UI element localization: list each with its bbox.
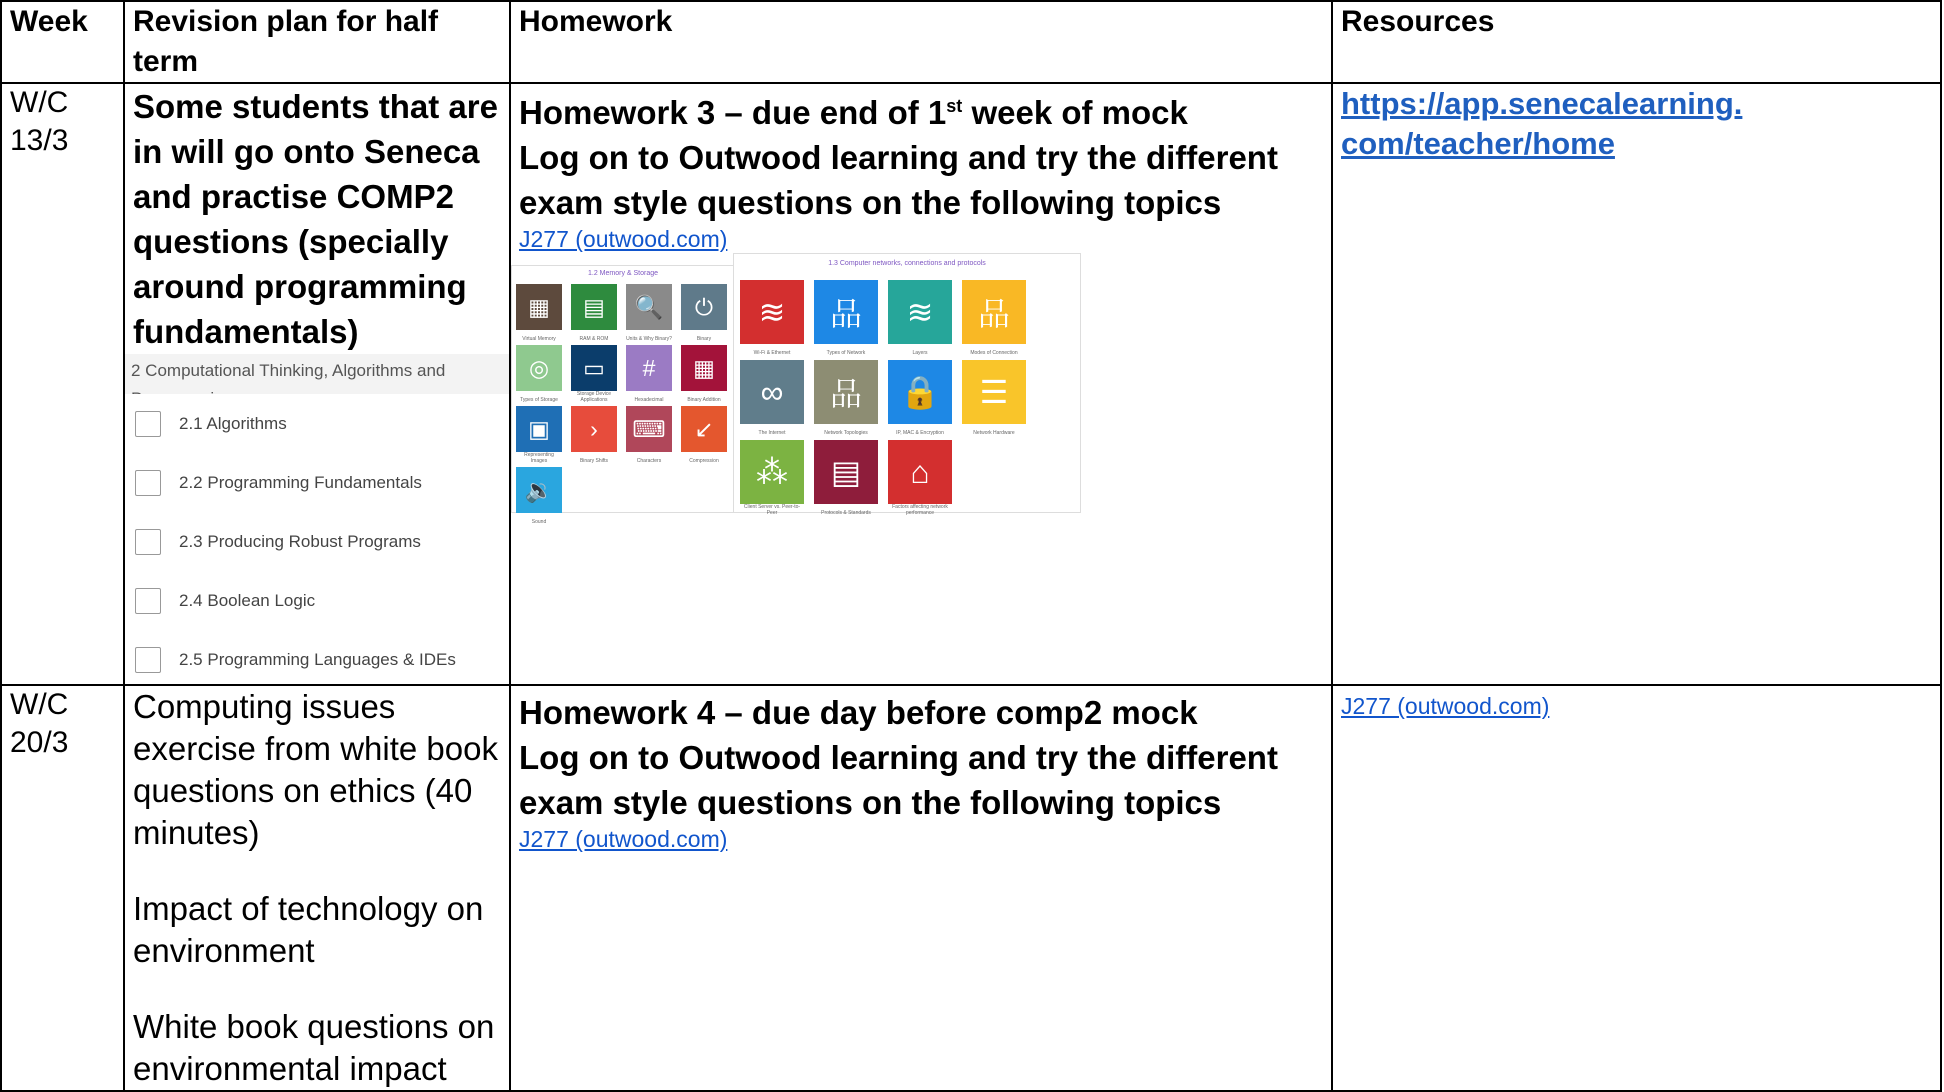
document-search-icon: 🔍 Units & Why Binary? [626, 284, 672, 330]
seneca-link[interactable] [1341, 84, 1932, 164]
checklist-item[interactable] [125, 571, 509, 630]
tile-caption: Binary [696, 336, 712, 342]
checklist-item-label: 2.2 Programming Fundamentals [179, 472, 422, 492]
networks-panel [733, 253, 1081, 516]
tile-caption: Types of Network [826, 350, 866, 356]
wifi-icon: ≋ Wi-Fi & Ethernet [740, 280, 804, 344]
tile-caption: Binary Addition [687, 397, 721, 403]
homework-title-text: Homework 3 – due end of 1 [519, 94, 947, 131]
tile-caption: Types of Storage [520, 397, 558, 403]
seneca-link-line: com/teacher/home [1341, 126, 1615, 161]
header-revision-plan: Revision plan for half term [124, 1, 510, 83]
nodes-icon: ⁂ Client Server vs. Peer-to-Peer [740, 440, 804, 504]
seneca-checklist [125, 354, 509, 684]
checklist-item-label: 2.3 Producing Robust Programs [179, 531, 421, 551]
week-cell [1, 685, 124, 1091]
tile-caption: Sound [531, 519, 547, 525]
checklist-item-label: 2.5 Programming Languages & IDEs [179, 649, 456, 669]
tile-caption: Characters [636, 458, 662, 464]
memory-storage-panel [511, 265, 735, 525]
checklist-item[interactable] [125, 394, 509, 453]
tile-caption: Compression [689, 458, 719, 464]
week-label: W/C [10, 688, 69, 721]
tile-caption: Network Topologies [824, 430, 868, 436]
table-row [1, 83, 1941, 685]
sound-icon: 🔉 Sound [516, 467, 562, 513]
revision-plan-cell [124, 83, 510, 685]
homework-title-end: week of mock [962, 94, 1188, 131]
revision-plan-text: Impact of technology on environment [133, 890, 484, 969]
header-row [1, 1, 1941, 83]
homework-link[interactable]: J277 (outwood.com) [519, 226, 728, 252]
checklist-items [125, 394, 509, 684]
homework-link[interactable]: J277 (outwood.com) [519, 826, 728, 852]
power-icon: ⏻ Binary [681, 284, 727, 330]
checkbox[interactable] [135, 529, 161, 555]
tile-caption: Virtual Memory [522, 336, 556, 342]
tile-caption: Hexadecimal [634, 397, 664, 403]
tile-caption: Storage Device Applications [576, 391, 612, 403]
topology-icon: 品 Network Topologies [814, 360, 878, 424]
week-cell [1, 83, 124, 685]
homework-title [519, 84, 1323, 135]
checklist-item[interactable] [125, 512, 509, 571]
homework-cell [510, 83, 1332, 685]
panel-title: 1.3 Computer networks, connections and protocols [828, 260, 986, 267]
tile-caption: Modes of Connection [970, 350, 1018, 356]
week-label: W/C [10, 86, 69, 119]
checklist-item[interactable] [125, 453, 509, 512]
tile-caption: Protocols & Standards [821, 510, 871, 516]
tile-caption: Wi-Fi & Ethernet [753, 350, 791, 356]
resources-cell [1332, 83, 1941, 685]
tile-caption: Representing Images [524, 452, 554, 464]
ram-icon: ▤ RAM & ROM [571, 284, 617, 330]
checklist-item[interactable] [125, 630, 509, 689]
tile-caption: Binary Shifts [579, 458, 609, 464]
revision-plan-text: Computing issues exercise from white book questions on ethics (40 minutes) [133, 688, 498, 851]
layers-icon: ≋ Layers [888, 280, 952, 344]
calculator-icon: ▦ Binary Addition [681, 345, 727, 391]
tile-caption: Client Server vs. Peer-to-Peer [743, 504, 801, 516]
memory-icon: ▦ Virtual Memory [516, 284, 562, 330]
revision-plan-text: Some students that are in will go onto Seneca and practise COMP2 questions (specially around programming fundamentals) [133, 88, 498, 350]
checkbox[interactable] [135, 411, 161, 437]
network-icon: 品 Modes of Connection [962, 280, 1026, 344]
checkbox[interactable] [135, 588, 161, 614]
checklist-title: 2 Computational Thinking, Algorithms and [125, 354, 509, 394]
resource-link[interactable]: J277 (outwood.com) [1341, 693, 1550, 719]
keyboard-icon: ⌨ Characters [626, 406, 672, 452]
header-week: Week [1, 1, 124, 83]
checklist-item-label: 2.1 Algorithms [179, 413, 287, 433]
table-row [1, 685, 1941, 1091]
revision-plan-text: White book questions on environmental impact [133, 1008, 495, 1087]
week-date: 20/3 [10, 726, 69, 759]
image-icon: ▣ Representing Images [516, 406, 562, 452]
tile-caption: Layers [912, 350, 928, 356]
clipboard-icon: ▤ Protocols & Standards [814, 440, 878, 504]
homework-cell [510, 685, 1332, 1091]
header-resources: Resources [1332, 1, 1941, 83]
homework-instructions: Log on to Outwood learning and try the different exam style questions on the following topics [519, 739, 1278, 821]
homework-instructions: Log on to Outwood learning and try the different exam style questions on the following topics [519, 139, 1278, 221]
tile-caption: The Internet [758, 430, 786, 436]
chevron-right-icon: › Binary Shifts [571, 406, 617, 452]
lock-icon: 🔒 IP, MAC & Encryption [888, 360, 952, 424]
tile-caption: Factors affecting network performance [892, 504, 948, 516]
tile-caption: RAM & ROM [579, 336, 609, 342]
network-icon: 品 Types of Network [814, 280, 878, 344]
header-homework: Homework [510, 1, 1332, 83]
compress-icon: ↙ Compression [681, 406, 727, 452]
checklist-item-label: 2.4 Boolean Logic [179, 590, 316, 610]
tile-caption: IP, MAC & Encryption [896, 430, 944, 436]
hash-icon: # Hexadecimal [626, 345, 672, 391]
checkbox[interactable] [135, 470, 161, 496]
checkbox[interactable] [135, 647, 161, 673]
homework-title-sup: st [946, 96, 963, 116]
seneca-link-line: https://app.senecalearning. [1341, 86, 1743, 121]
resources-cell [1332, 685, 1941, 1091]
server-icon: ☰ Network Hardware [962, 360, 1026, 424]
revision-plan-cell [124, 685, 510, 1091]
homework-title: Homework 4 – due day before comp2 mock [519, 694, 1198, 731]
tile-caption: Units & Why Binary? [626, 336, 672, 342]
ethernet-port-icon: ⌂ Factors affecting network performance [888, 440, 952, 504]
week-date: 13/3 [10, 124, 69, 157]
folder-icon: ▭ Storage Device Applications [571, 345, 617, 391]
panel-title: 1.2 Memory & Storage [587, 270, 659, 277]
tile-caption: Network Hardware [973, 430, 1015, 436]
topic-collage-image [511, 253, 1323, 525]
link-icon: ∞ The Internet [740, 360, 804, 424]
disc-icon: ◎ Types of Storage [516, 345, 562, 391]
